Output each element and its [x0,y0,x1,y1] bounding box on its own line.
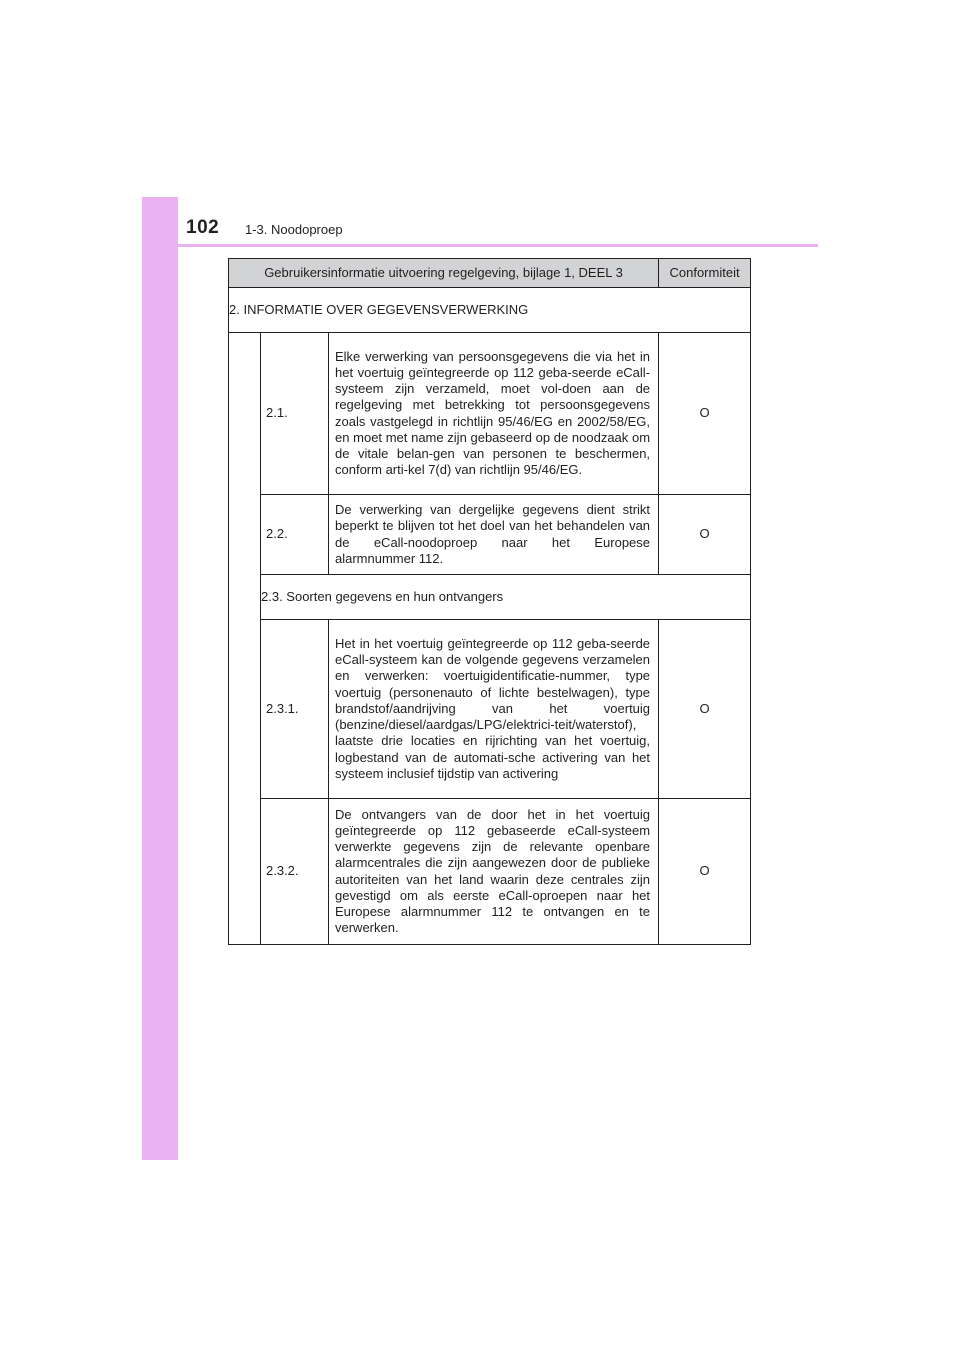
subsection-row [229,575,751,620]
subsection-heading: 2.3. Soorten gegevens en hun ontvangers [261,575,751,620]
row-description: Het in het voertuig geïntegreerde op 112 geba-seerde eCall-systeem kan de volgende gegevens verzamelen en verwerken: voertuigidentificatie-nummer, type voertuig (personenauto of lichte bestelwagen), type brandstof/aandrijving van het voertuig (benzine/diesel/aardgas/LPG/elektrici-teit/waterstof), laatste drie locaties en rijrichting van het voertuig, logbestand van de automati-sche activering van het systeem inclusief tijdstip van activering [329,620,659,799]
row-number: 2.1. [261,333,329,495]
table-header-row [229,259,751,288]
row-conformity: O [659,799,751,945]
table-row [229,799,751,945]
table-row [229,620,751,799]
row-number: 2.3.2. [261,799,329,945]
side-tab-band [142,197,178,1160]
section-row [229,288,751,333]
row-conformity: O [659,495,751,575]
row-conformity: O [659,620,751,799]
page-number: 102 [186,217,220,238]
table-row [229,495,751,575]
header-divider [142,244,818,247]
section-heading: 2. INFORMATIE OVER GEGEVENSVERWERKING [229,288,751,333]
row-description: De verwerking van dergelijke gegevens dient strikt beperkt te blijven tot het doel van het behandelen van de eCall-noodoproep naar het Europese alarmnummer 112. [329,495,659,575]
row-conformity: O [659,333,751,495]
row-description: De ontvangers van de door het in het voertuig geïntegreerde op 112 gebaseerde eCall-systeem verwerkte gegevens zijn de relevante openbare alarmcentrales die zijn aangewezen door de publieke autoriteiten van het land waarin deze centrales zijn gevestigd om als eerste eCall-oproepen naar het Europese alarmnummer 112 te ontvangen en te verwerken. [329,799,659,945]
row-number: 2.2. [261,495,329,575]
section-title: 1-3. Noodoproep [245,222,343,237]
header-info: Gebruikersinformatie uitvoering regelgeving, bijlage 1, DEEL 3 [229,259,659,288]
row-number: 2.3.1. [261,620,329,799]
regulation-table [228,258,751,945]
indent-cell [229,333,261,945]
table-row [229,333,751,495]
header-conformity: Conformiteit [659,259,751,288]
row-description: Elke verwerking van persoonsgegevens die via het in het voertuig geïntegreerde op 112 geba-seerde eCall-systeem zijn verzameld, moet vol-doen aan de regelgeving met betrekking tot persoonsgegevens zoals vastgelegd in richtlijn 95/46/EG en 2002/58/EG, en moet met name zijn gebaseerd op de noodzaak om de vitale belan-gen van personen te beschermen, conform arti-kel 7(d) van richtlijn 95/46/EG. [329,333,659,495]
